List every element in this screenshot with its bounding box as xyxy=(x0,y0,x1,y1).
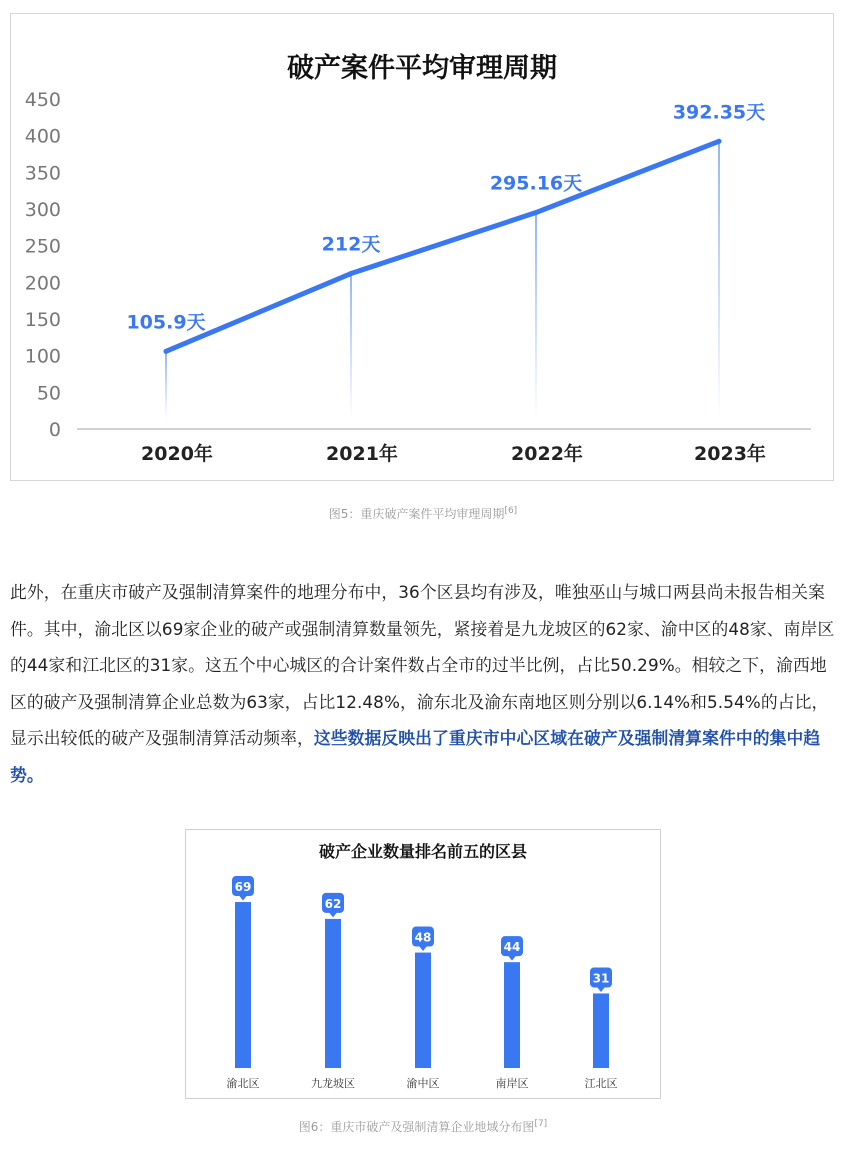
bar xyxy=(504,962,520,1068)
y-tick-label: 300 xyxy=(24,199,61,221)
y-tick-label: 150 xyxy=(24,309,61,331)
figure5-caption xyxy=(0,505,846,522)
y-tick-label: 100 xyxy=(24,345,61,368)
data-point xyxy=(349,271,354,276)
bar-value-label: 44 xyxy=(503,940,521,955)
series-line xyxy=(166,141,719,351)
chart-line-avg-trial-period xyxy=(10,13,834,481)
y-tick-label: 450 xyxy=(24,89,61,111)
bar xyxy=(593,993,609,1068)
data-label: 105.9天 xyxy=(126,311,206,334)
x-category-label: 江北区 xyxy=(584,1077,618,1090)
chart-bar-top5-districts xyxy=(185,829,661,1099)
drop-line xyxy=(535,213,537,419)
bar-value-label: 69 xyxy=(234,880,252,895)
figure5-caption-text: 图5：重庆破产案件平均审理周期 xyxy=(328,507,505,521)
y-tick-label: 0 xyxy=(48,419,61,441)
bar-chart-svg xyxy=(186,830,660,1098)
paragraph-text: 此外，在重庆市破产及强制清算案件的地理分布中，36个区县均有涉及，唯独巫山与城口两县尚未报告相关案件。其中，渝北区以69家企业的破产或强制清算数量领先，紧接着是九龙坡区的62家、渝中区的48家、南岸区的44家和江北区的31家。这五个中心城区的合计案件数占全市的过半比例，占比50.29%。相较之下，渝西地区的破产及强制清算企业总数为63家，占比12.48%，渝东北及渝东南地区则分别以6.14%和5.54%的占比，显示出较低的破产及强制清算活动频率， xyxy=(10,582,835,749)
body-paragraph xyxy=(10,574,838,794)
drop-line xyxy=(165,351,167,419)
bar-label-pointer xyxy=(239,896,247,901)
bar-value-label: 62 xyxy=(324,896,342,911)
data-point xyxy=(164,349,169,354)
chart1-title: 破产案件平均审理周期 xyxy=(287,53,557,84)
bar xyxy=(415,953,431,1068)
drop-line xyxy=(350,274,352,419)
bar-label-pointer xyxy=(419,946,427,951)
x-category-label: 南岸区 xyxy=(495,1077,529,1090)
line-chart-svg xyxy=(11,14,833,480)
paragraph-highlight: 这些数据反映出了重庆市中心区域在破产及强制清算案件中的集中趋势。 xyxy=(10,728,821,785)
y-tick-label: 400 xyxy=(24,125,61,148)
x-category-label: 渝北区 xyxy=(226,1077,260,1090)
drop-line xyxy=(718,141,720,419)
x-category-label: 九龙坡区 xyxy=(311,1077,355,1090)
y-tick-label: 50 xyxy=(36,382,61,405)
figure5-ref-link[interactable]: [6] xyxy=(504,506,518,516)
bar-label-pointer xyxy=(508,956,516,961)
bar-label-pointer xyxy=(329,912,337,917)
data-label: 212天 xyxy=(321,233,381,256)
data-point xyxy=(717,139,722,144)
y-tick-label: 250 xyxy=(24,235,61,258)
data-label: 392.35天 xyxy=(672,101,766,124)
bar-value-label: 31 xyxy=(592,971,610,986)
bar-value-label: 48 xyxy=(414,930,432,945)
x-tick-label: 2022年 xyxy=(511,443,583,465)
x-tick-label: 2021年 xyxy=(326,443,398,465)
bar xyxy=(235,902,251,1068)
figure6-caption-text: 图6：重庆市破产及强制清算企业地域分布图 xyxy=(298,1120,535,1134)
y-tick-label: 200 xyxy=(24,272,61,295)
figure6-ref-link[interactable]: [7] xyxy=(534,1119,548,1129)
x-tick-label: 2020年 xyxy=(141,443,213,465)
bar-label-pointer xyxy=(597,987,605,992)
x-tick-label: 2023年 xyxy=(694,443,766,465)
x-category-label: 渝中区 xyxy=(406,1077,440,1090)
y-tick-label: 350 xyxy=(24,162,61,185)
data-point xyxy=(534,210,539,215)
data-label: 295.16天 xyxy=(489,172,583,195)
figure6-caption xyxy=(0,1118,846,1135)
chart2-title: 破产企业数量排名前五的区县 xyxy=(318,842,528,861)
bar xyxy=(325,919,341,1068)
